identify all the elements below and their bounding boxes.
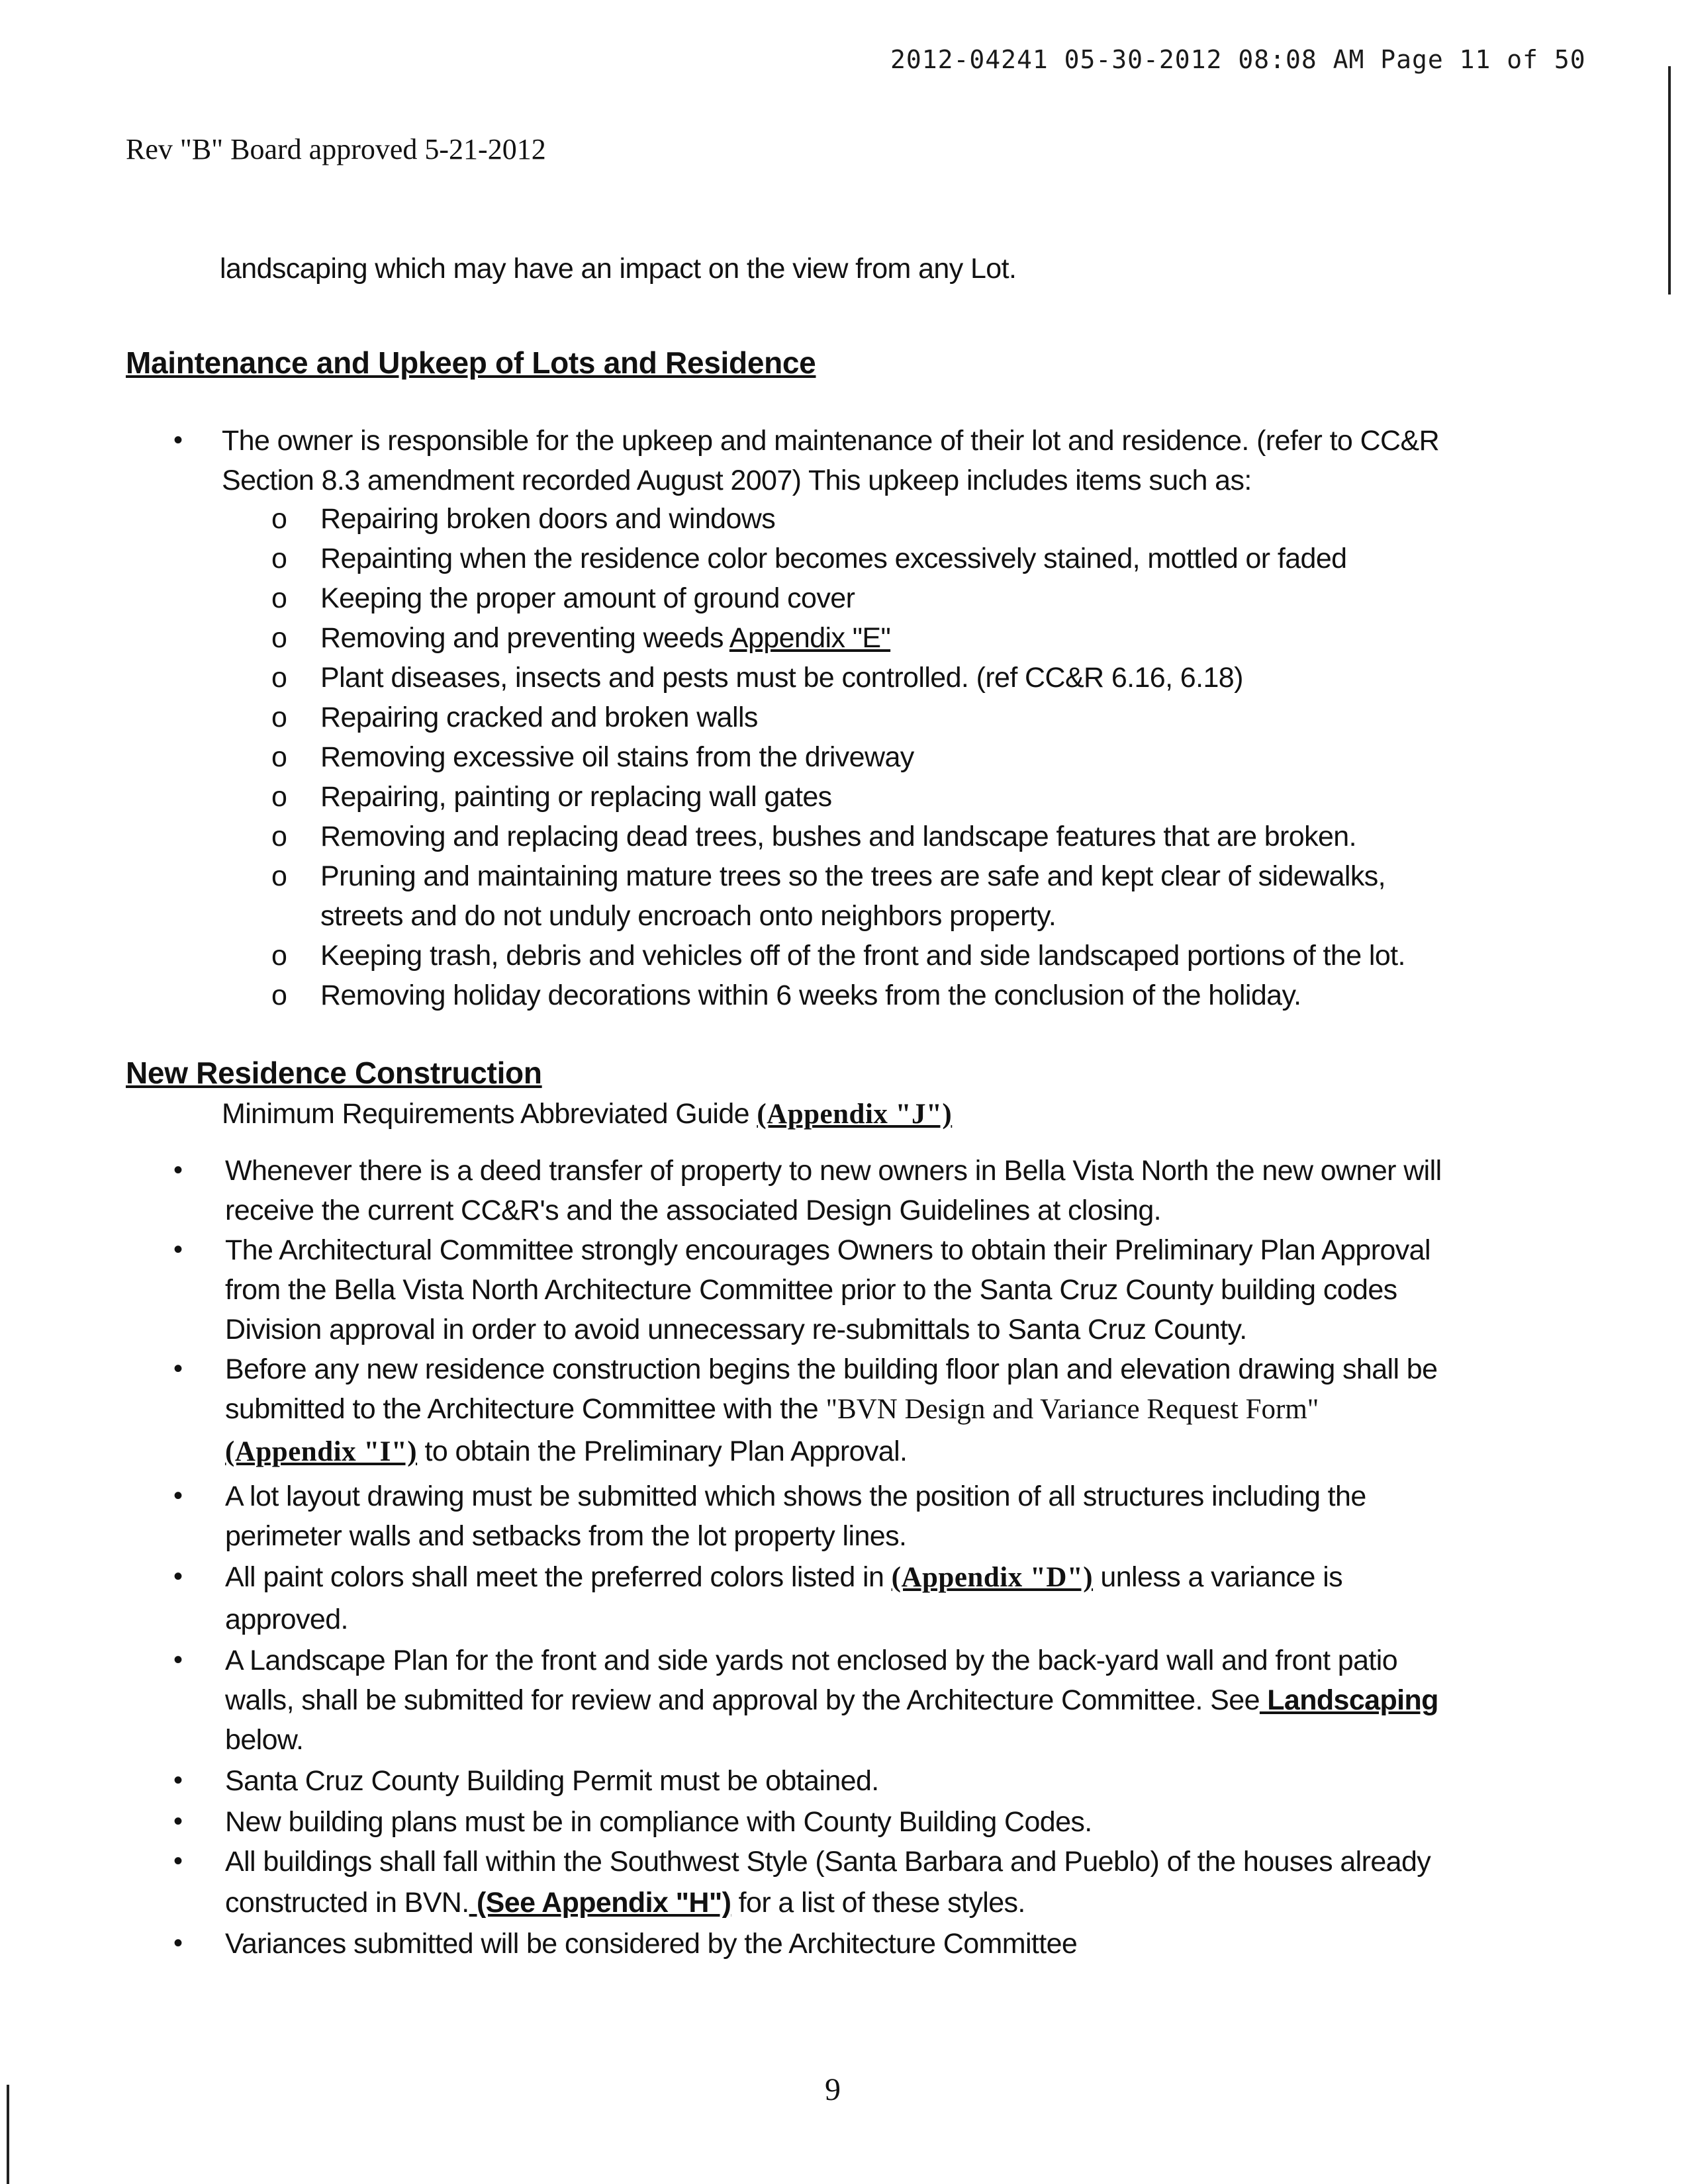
b5-line-1 [225, 1563, 1342, 1592]
b6-line-2-text: walls, shall be submitted for review and approval by the Architecture Committee. See [225, 1684, 1260, 1716]
maintenance-item-weeds [320, 624, 890, 653]
maintenance-item: Removing holiday decorations within 6 weeks from the conclusion of the holiday. [320, 979, 1301, 1011]
sub-marker: o [271, 821, 287, 852]
b4-line-1: A lot layout drawing must be submitted which shows the position of all structures including the [225, 1480, 1366, 1512]
b5-line-2: approved. [225, 1604, 348, 1635]
bullet-marker: • [173, 1156, 183, 1185]
maintenance-item: Keeping trash, debris and vehicles off of the front and side landscaped portions of the lot. [320, 940, 1405, 972]
maintenance-bullet-line-2: Section 8.3 amendment recorded August 2007) This upkeep includes items such as: [222, 465, 1252, 496]
bullet-marker: • [173, 1481, 183, 1510]
b6-line-3: below. [225, 1724, 304, 1756]
maintenance-item: Keeping the proper amount of ground cover [320, 582, 855, 614]
b9-line-2-tail: for a list of these styles. [731, 1887, 1025, 1919]
bullet-marker: • [173, 1846, 183, 1876]
b5-line-1-text: All paint colors shall meet the preferred colors listed in [225, 1561, 892, 1593]
sub-marker: o [271, 741, 287, 773]
b10-line: Variances submitted will be considered by the Architecture Committee [225, 1928, 1078, 1960]
sub-marker: o [271, 979, 287, 1011]
b3-line-3-text: to obtain the Preliminary Plan Approval. [417, 1435, 908, 1467]
b3-line-2 [225, 1395, 1319, 1424]
b6-line-2 [225, 1686, 1438, 1715]
bvn-form-name: "BVN Design and Variance Request Form" [825, 1394, 1319, 1425]
scan-edge-right [1668, 66, 1671, 295]
b9-line-2 [225, 1889, 1025, 1917]
sub-marker: o [271, 543, 287, 574]
b1-line-2: receive the current CC&R's and the associated Design Guidelines at closing. [225, 1195, 1162, 1226]
maintenance-item-weeds-text: Removing and preventing weeds [320, 622, 724, 654]
maintenance-heading: Maintenance and Upkeep of Lots and Residence [126, 345, 816, 380]
appendix-j-link[interactable]: (Appendix "J") [757, 1099, 953, 1130]
fax-stamp: 2012-04241 05-30-2012 08:08 AM Page 11 of 50 [890, 45, 1586, 74]
bullet-marker: • [173, 426, 183, 455]
bullet-marker: • [173, 1766, 183, 1795]
sub-marker: o [271, 503, 287, 535]
b6-line-1: A Landscape Plan for the front and side yards not enclosed by the back-yard wall and front patio [225, 1645, 1398, 1676]
bullet-marker: • [173, 1562, 183, 1591]
appendix-d-link[interactable]: (Appendix "D") [891, 1562, 1094, 1593]
sub-marker: o [271, 940, 287, 972]
maintenance-item-continued: streets and do not unduly encroach onto neighbors property. [320, 900, 1056, 932]
maintenance-item: Removing excessive oil stains from the driveway [320, 741, 914, 773]
b9-line-2-text: constructed in BVN. [225, 1887, 469, 1919]
maintenance-item: Removing and replacing dead trees, bushes and landscape features that are broken. [320, 821, 1356, 852]
bullet-marker: • [173, 1645, 183, 1674]
b4-line-2: perimeter walls and setbacks from the lot property lines. [225, 1520, 907, 1552]
page-number: 9 [825, 2072, 841, 2107]
b2-line-1: The Architectural Committee strongly encourages Owners to obtain their Preliminary Plan Approval [225, 1234, 1430, 1266]
b3-line-1: Before any new residence construction begins the building floor plan and elevation drawing shall be [225, 1353, 1438, 1385]
scan-edge-left [7, 2085, 9, 2184]
guide-line [222, 1100, 952, 1128]
construction-heading: New Residence Construction [126, 1056, 542, 1090]
sub-marker: o [271, 662, 287, 694]
b5-line-1-tail: unless a variance is [1093, 1561, 1343, 1593]
appendix-e-link[interactable]: Appendix "E" [729, 622, 891, 654]
maintenance-item: Plant diseases, insects and pests must be controlled. (ref CC&R 6.16, 6.18) [320, 662, 1243, 694]
b9-line-1: All buildings shall fall within the Southwest Style (Santa Barbara and Pueblo) of the houses already [225, 1846, 1431, 1878]
b7-line: Santa Cruz County Building Permit must be obtained. [225, 1765, 879, 1797]
bullet-marker: • [173, 1929, 183, 1958]
b8-line: New building plans must be in compliance with County Building Codes. [225, 1806, 1092, 1838]
appendix-i-link[interactable]: (Appendix "I") [225, 1436, 418, 1467]
revision-note: Rev "B" Board approved 5-21-2012 [126, 133, 546, 165]
bullet-marker: • [173, 1235, 183, 1264]
sub-marker: o [271, 622, 287, 654]
b2-line-3: Division approval in order to avoid unnecessary re-submittals to Santa Cruz County. [225, 1314, 1247, 1345]
maintenance-item: Repainting when the residence color becomes excessively stained, mottled or faded [320, 543, 1347, 574]
sub-marker: o [271, 582, 287, 614]
sub-marker: o [271, 860, 287, 892]
bullet-marker: • [173, 1354, 183, 1383]
b3-line-3 [225, 1437, 907, 1466]
maintenance-bullet-line-1: The owner is responsible for the upkeep and maintenance of their lot and residence. (refer to CC&R [222, 425, 1440, 457]
maintenance-item: Repairing, painting or replacing wall gates [320, 781, 832, 813]
b1-line-1: Whenever there is a deed transfer of property to new owners in Bella Vista North the new owner will [225, 1155, 1442, 1187]
intro-line: landscaping which may have an impact on the view from any Lot. [220, 253, 1017, 285]
bullet-marker: • [173, 1807, 183, 1836]
b2-line-2: from the Bella Vista North Architecture Committee prior to the Santa Cruz County building codes [225, 1274, 1397, 1306]
b3-line-2-text: submitted to the Architecture Committee with the [225, 1393, 826, 1425]
appendix-h-link[interactable]: (See Appendix "H") [469, 1887, 731, 1919]
maintenance-item: Repairing broken doors and windows [320, 503, 776, 535]
maintenance-item: Repairing cracked and broken walls [320, 702, 758, 733]
landscaping-link[interactable]: Landscaping [1259, 1684, 1438, 1716]
guide-text: Minimum Requirements Abbreviated Guide [222, 1098, 757, 1130]
sub-marker: o [271, 781, 287, 813]
maintenance-item: Pruning and maintaining mature trees so the trees are safe and kept clear of sidewalks, [320, 860, 1385, 892]
sub-marker: o [271, 702, 287, 733]
